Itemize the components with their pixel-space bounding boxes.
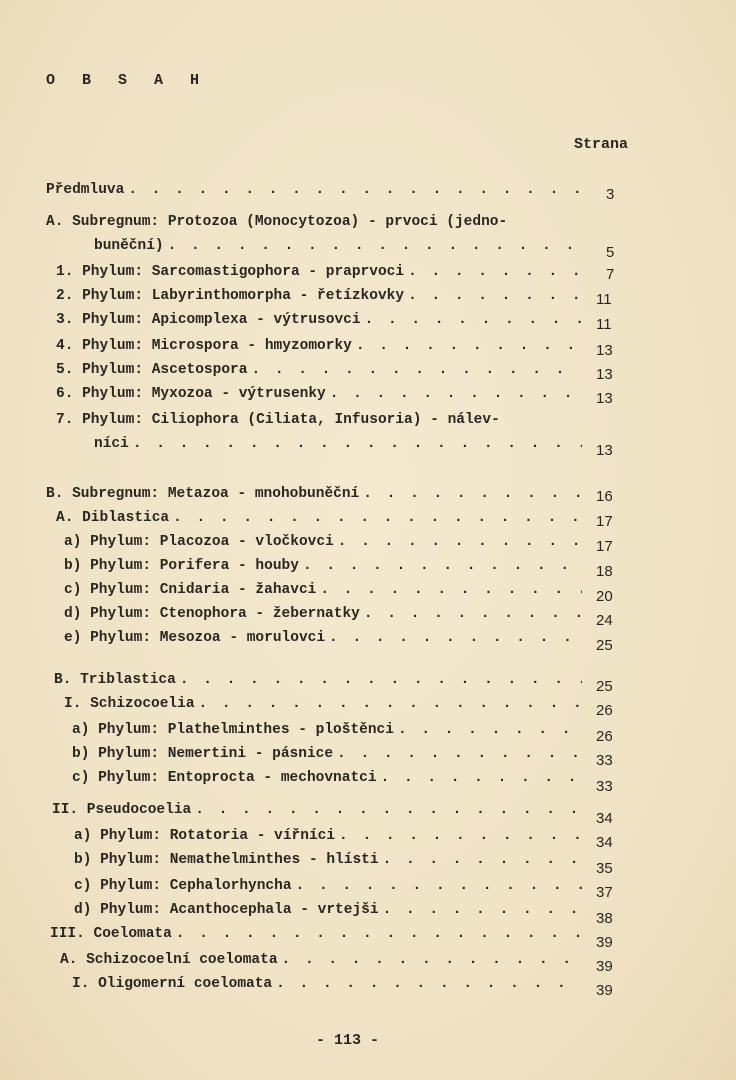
leader-dots [282, 952, 582, 968]
toc-entry [56, 362, 613, 384]
toc-entry-label: b) Phylum: Nemathelminthes - hlísti [74, 852, 379, 868]
toc-entry-label: II. Pseudocoelia [52, 802, 192, 818]
toc-entry-page: 18 [596, 563, 613, 580]
toc-entry-page: 20 [596, 588, 613, 605]
toc-entry [74, 902, 613, 927]
toc-entry [64, 534, 613, 556]
toc-entry-page: 34 [596, 810, 613, 827]
toc-entry [64, 696, 613, 719]
toc-entry-label: 1. Phylum: Sarcomastigophora - praprvoci [56, 264, 405, 280]
toc-entry-label: b) Phylum: Porifera - houby [64, 558, 299, 574]
toc-entry [56, 338, 613, 360]
leader-dots [356, 338, 582, 354]
toc-entry-page: 34 [596, 834, 613, 851]
toc-entry-page: 13 [596, 390, 613, 407]
toc-entry-label: A. Schizocoelní coelomata [60, 952, 278, 968]
toc-entry-label: b) Phylum: Nemertini - pásnice [72, 746, 334, 762]
toc-entry-page: 39 [596, 982, 613, 999]
toc-entry-label: III. Coelomata [50, 926, 172, 942]
toc-entry-label: 6. Phylum: Myxozoa - výtrusenky [56, 386, 326, 402]
toc-entry-page: 26 [596, 728, 613, 745]
toc-entry [56, 288, 612, 310]
toc-entry-page: 5 [606, 244, 615, 261]
leader-dots [176, 926, 582, 942]
toc-entry [60, 952, 613, 975]
leader-dots [303, 558, 582, 574]
toc-entry [56, 264, 615, 286]
toc-entry-label: c) Phylum: Entoprocta - mechovnatci [72, 770, 377, 786]
toc-entry-continuation [94, 436, 613, 459]
toc-entry-page: 25 [596, 678, 613, 695]
toc-entry-label: buněční) [94, 238, 164, 254]
leader-dots [398, 722, 582, 738]
toc-entry-label: B. Triblastica [54, 672, 176, 688]
toc-entry-page: 33 [596, 752, 613, 769]
leader-dots [276, 976, 582, 992]
toc-entry-page: 16 [596, 488, 613, 505]
toc-entry-label: 2. Phylum: Labyrinthomorpha - řetízkovky [56, 288, 405, 304]
toc-entry-page: 13 [596, 442, 613, 459]
leader-dots [364, 606, 582, 622]
toc-entry [64, 558, 613, 580]
toc-entry [46, 214, 586, 236]
leader-dots [133, 436, 582, 452]
toc-entry-page: 25 [596, 637, 613, 654]
toc-entry [64, 630, 613, 654]
toc-entry-page: 38 [596, 910, 613, 927]
leader-dots [408, 264, 582, 280]
toc-entry [50, 926, 613, 951]
toc-entry-page: 35 [596, 860, 613, 877]
toc-entry-page: 17 [596, 538, 613, 555]
toc-entry [54, 672, 613, 695]
toc-entry [74, 852, 613, 877]
toc-entry [56, 510, 613, 532]
leader-dots [195, 802, 582, 818]
toc-entry-page: 13 [596, 342, 613, 359]
leader-dots [173, 510, 582, 526]
toc-entry-label: 4. Phylum: Microspora - hmyzomorky [56, 338, 352, 354]
page-title: O B S A H [46, 72, 209, 89]
toc-entry [72, 976, 613, 999]
leader-dots [199, 696, 582, 712]
toc-entry [56, 412, 586, 434]
toc-entry-page: 3 [606, 186, 615, 203]
toc-entry [46, 486, 613, 508]
toc-entry [72, 746, 613, 769]
toc-entry-label: A. Subregnum: Protozoa (Monocytozoa) - prvoci (jedno- [46, 214, 508, 230]
toc-entry-label: a) Phylum: Placozoa - vločkovci [64, 534, 334, 550]
toc-entry-page: 11 [596, 291, 612, 308]
toc-entry-page: 13 [596, 366, 613, 383]
toc-entry-label: e) Phylum: Mesozoa - morulovci [64, 630, 326, 646]
toc-entry-page: 11 [596, 316, 612, 333]
toc-entry-label: d) Phylum: Acanthocephala - vrtejši [74, 902, 379, 918]
leader-dots [337, 746, 582, 762]
toc-entry-page: 7 [606, 266, 615, 283]
leader-dots [383, 902, 582, 918]
toc-entry-label: níci [94, 436, 129, 452]
toc-entry [64, 606, 613, 629]
toc-entry-page: 17 [596, 513, 613, 530]
leader-dots [329, 630, 582, 646]
toc-entry-label: d) Phylum: Ctenophora - žebernatky [64, 606, 360, 622]
toc-entry [56, 312, 612, 334]
leader-dots [128, 182, 582, 198]
toc-entry [72, 770, 613, 795]
toc-entry [74, 828, 613, 851]
leader-dots [339, 828, 582, 844]
toc-entry-label: I. Schizocoelia [64, 696, 195, 712]
leader-dots [296, 878, 582, 894]
toc-entry-page: 39 [596, 958, 613, 975]
toc-entry-label: 5. Phylum: Ascetospora [56, 362, 248, 378]
toc-entry-label: 7. Phylum: Ciliophora (Ciliata, Infusoria) - nálev- [56, 412, 500, 428]
leader-dots [180, 672, 582, 688]
leader-dots [330, 386, 582, 402]
leader-dots [408, 288, 582, 304]
leader-dots [383, 852, 582, 868]
toc-entry-label: a) Phylum: Rotatoria - vířníci [74, 828, 336, 844]
toc-entry [52, 802, 613, 827]
leader-dots [320, 582, 582, 598]
toc-entry-page: 26 [596, 702, 613, 719]
leader-dots [251, 362, 582, 378]
toc-entry-label: Předmluva [46, 182, 125, 198]
toc-entry-page: 37 [596, 884, 613, 901]
leader-dots [365, 312, 582, 328]
toc-entry-label: c) Phylum: Cnidaria - žahavci [64, 582, 317, 598]
toc-entry-label: B. Subregnum: Metazoa - mnohobuněční [46, 486, 360, 502]
toc-entry-label: 3. Phylum: Apicomplexa - výtrusovci [56, 312, 361, 328]
toc-entry-page: 39 [596, 934, 613, 951]
toc-entry [46, 182, 615, 204]
toc-entry [64, 582, 613, 605]
toc-entry-continuation [94, 238, 615, 261]
toc-entry-page: 33 [596, 778, 613, 795]
toc-entry [72, 722, 613, 745]
leader-dots [381, 770, 582, 786]
toc-entry [74, 878, 613, 901]
page-number-footer: - 113 - [316, 1032, 380, 1049]
toc-entry-label: c) Phylum: Cephalorhyncha [74, 878, 292, 894]
leader-dots [363, 486, 582, 502]
toc-entry [56, 386, 613, 408]
toc-entry-label: I. Oligomerní coelomata [72, 976, 273, 992]
toc-entry-page: 24 [596, 612, 613, 629]
leader-dots [168, 238, 582, 254]
toc-entry-label: a) Phylum: Plathelminthes - ploštěnci [72, 722, 394, 738]
leader-dots [338, 534, 582, 550]
page-column-header: Strana [574, 136, 629, 153]
toc-entry-label: A. Diblastica [56, 510, 170, 526]
